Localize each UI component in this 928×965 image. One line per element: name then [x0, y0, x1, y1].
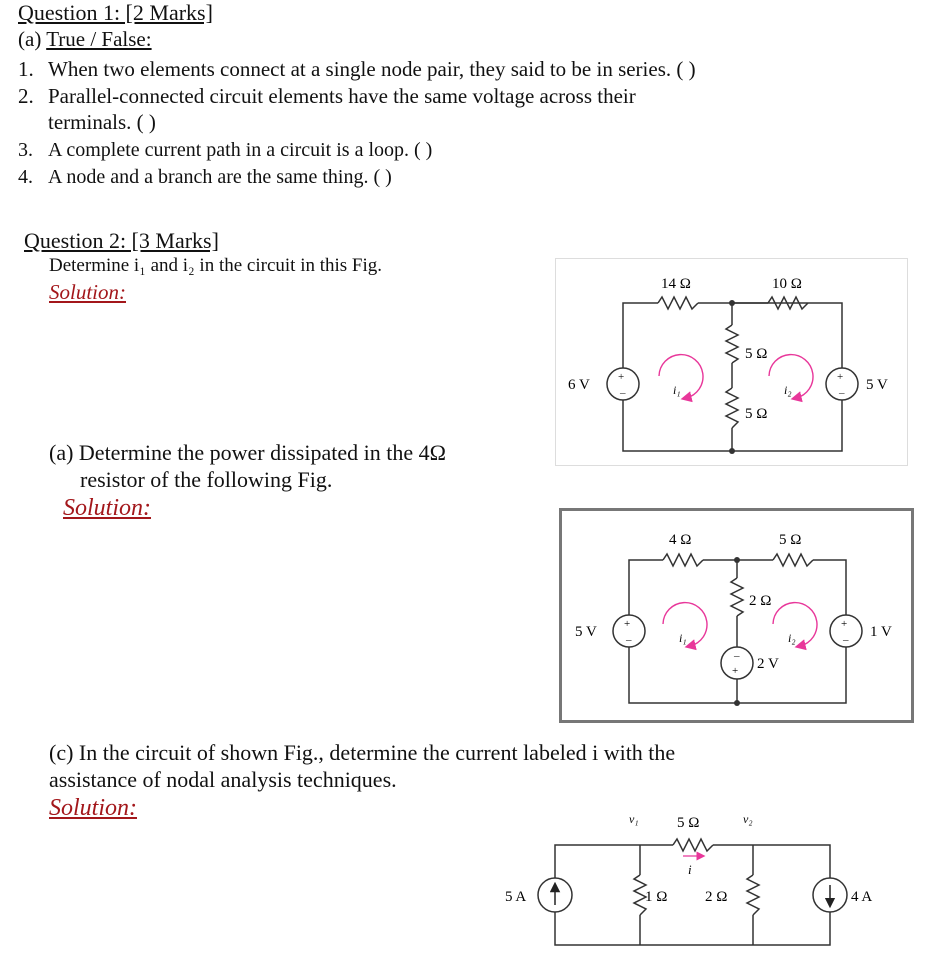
label-r-mid-top: 5 Ω: [745, 346, 768, 362]
label-v-right: 5 V: [866, 377, 888, 393]
wire: [808, 303, 842, 368]
node-dot: [734, 557, 740, 563]
label-v-left: 5 V: [575, 624, 597, 640]
label-r-right: 10 Ω: [772, 276, 802, 292]
label-i2: i₂: [784, 383, 792, 397]
label-i1: i₁: [679, 631, 687, 645]
label-src-left: 5 A: [505, 889, 527, 905]
label-r-left: 4 Ω: [669, 532, 692, 548]
node-dot: [729, 448, 735, 454]
label-r-mid-bottom: 5 Ω: [745, 406, 768, 422]
circuit-figure-1: [555, 258, 908, 466]
resistor-4-ohm: [663, 554, 703, 566]
part-a-solution-label: Solution:: [63, 495, 151, 521]
tf-item-text: A complete current path in a circuit is a loop. ( ): [48, 139, 433, 161]
resistor-5-ohm: [673, 839, 713, 851]
tf-item-text: Parallel-connected circuit elements have the same voltage across their: [48, 84, 636, 108]
resistor-5-ohm: [773, 554, 813, 566]
tf-item-number: 2.: [18, 84, 34, 108]
wire: [629, 560, 663, 615]
label-r-right: 5 Ω: [779, 532, 802, 548]
resistor-2-ohm: [747, 875, 759, 915]
tf-item-text: A node and a branch are the same thing. ( ): [48, 166, 392, 188]
label-r-mid: 2 Ω: [749, 593, 772, 609]
tf-item-text: When two elements connect at a single node pair, they said to be in series. ( ): [48, 57, 696, 81]
loop-arrow-i1: [659, 355, 703, 398]
label-v2: v₂: [743, 812, 753, 826]
circuit-figure-2: [559, 508, 914, 723]
part-c-solution-label: Solution:: [49, 795, 137, 821]
label-v1: v₁: [629, 812, 639, 826]
label-r-top: 5 Ω: [677, 815, 700, 831]
minus-sign: –: [620, 387, 626, 399]
tf-item-2: [18, 84, 636, 109]
wire: [555, 845, 640, 878]
part-a-prefix: (a): [18, 27, 47, 51]
resistor-5-ohm-top: [726, 325, 738, 363]
minus-sign: –: [839, 387, 845, 399]
tf-item-number: 4.: [18, 166, 33, 188]
minus-sign: –: [843, 634, 849, 646]
resistor-14-ohm: [658, 297, 698, 309]
label-r1: 1 Ω: [645, 889, 668, 905]
label-r-left: 14 Ω: [661, 276, 691, 292]
wire: [713, 845, 830, 878]
tf-item-number: 3.: [18, 139, 33, 161]
label-src-right: 4 A: [851, 889, 873, 905]
plus-sign: +: [732, 665, 739, 677]
wire: [555, 912, 830, 945]
plus-sign: +: [841, 618, 848, 630]
tf-item-text: terminals. ( ): [48, 110, 156, 134]
true-false-label: True / False:: [46, 27, 152, 51]
minus-sign: –: [626, 634, 632, 646]
tf-item-3: [18, 139, 432, 162]
tf-item-1: [18, 57, 696, 82]
part-a-heading: [18, 27, 152, 52]
question-2-title: Question 2: [3 Marks]: [24, 228, 219, 253]
plus-sign: +: [837, 371, 844, 383]
label-v-right: 1 V: [870, 624, 892, 640]
part-c-line-2: assistance of nodal analysis techniques.: [49, 767, 397, 792]
wire: [623, 303, 658, 368]
plus-sign: +: [618, 371, 625, 383]
tf-item-number: 1.: [18, 57, 34, 81]
label-r2: 2 Ω: [705, 889, 728, 905]
resistor-2-ohm: [731, 578, 743, 616]
q2-solution-label: Solution:: [49, 280, 126, 304]
label-i2: i₂: [788, 631, 796, 645]
q2-prompt: Determine i₁ and i₂ in the circuit in this Fig.: [49, 255, 383, 276]
wire: [813, 560, 846, 615]
part-a-line-1: (a) Determine the power dissipated in the 4Ω: [49, 440, 446, 465]
tf-item-2-cont: [18, 110, 156, 135]
part-c-line-1: (c) In the circuit of shown Fig., determine the current labeled i with the: [49, 740, 676, 765]
label-v-left: 6 V: [568, 377, 590, 393]
label-i1: i₁: [673, 383, 681, 397]
circuit-figure-3: [495, 805, 915, 960]
node-dot: [729, 300, 735, 306]
label-v-mid: 2 V: [757, 656, 779, 672]
tf-item-4: [18, 166, 392, 189]
minus-sign: –: [734, 650, 740, 662]
label-i: i: [688, 862, 692, 877]
question-1-title: Question 1: [2 Marks]: [18, 0, 213, 25]
plus-sign: +: [624, 618, 631, 630]
node-dot: [734, 700, 740, 706]
part-a-line-2: resistor of the following Fig.: [80, 467, 333, 492]
resistor-5-ohm-bottom: [726, 388, 738, 428]
